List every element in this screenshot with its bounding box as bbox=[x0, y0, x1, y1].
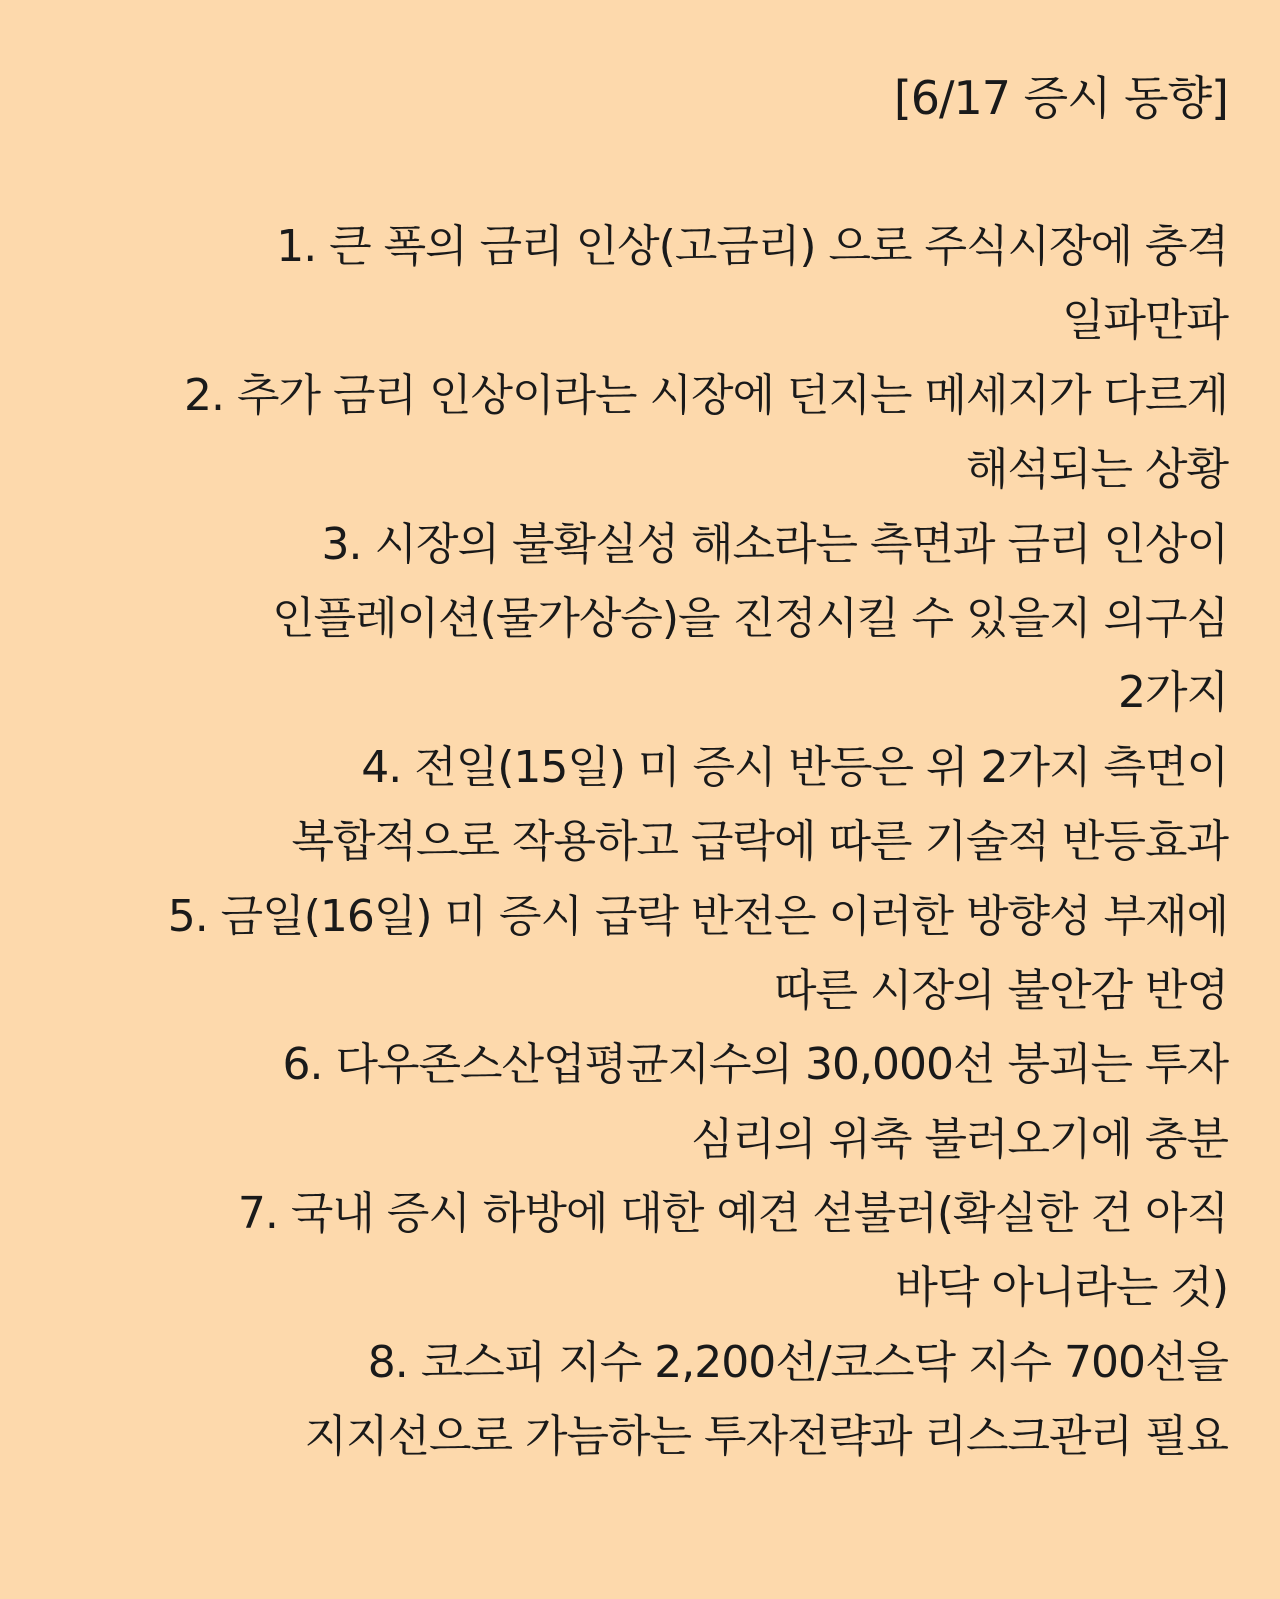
text-line: 따른 시장의 불안감 반영 bbox=[774, 964, 1228, 1016]
text-line: 바닥 아니라는 것) bbox=[895, 1262, 1228, 1314]
note-body bbox=[20, 210, 1228, 1475]
text-line: 지지선으로 가늠하는 투자전략과 리스크관리 필요 bbox=[304, 1411, 1228, 1463]
text-line: 1. 큰 폭의 금리 인상(고금리) 으로 주식시장에 충격 bbox=[276, 221, 1228, 272]
text-line: 5. 금일(16일) 미 증시 급락 반전은 이러한 방향성 부재에 bbox=[167, 890, 1228, 942]
text-line: 2가지 bbox=[1117, 667, 1228, 719]
text-line: 해석되는 상황 bbox=[965, 444, 1228, 496]
text-line: 심리의 위축 불러오기에 충분 bbox=[690, 1113, 1228, 1165]
text-line: 4. 전일(15일) 미 증시 반등은 위 2가지 측면이 bbox=[361, 741, 1228, 793]
text-line: 복합적으로 작용하고 급락에 따른 기술적 반등효과 bbox=[291, 816, 1228, 868]
text-line: 6. 다우존스산업평균지수의 30,000선 붕괴는 투자 bbox=[282, 1039, 1228, 1091]
text-line: 8. 코스피 지수 2,200선/코스닥 지수 700선을 bbox=[367, 1336, 1228, 1388]
text-line: 2. 추가 금리 인상이라는 시장에 던지는 메세지가 다르게 bbox=[184, 369, 1228, 421]
text-line: 일파만파 bbox=[1061, 295, 1228, 347]
page-title: [6/17 증시 동향] bbox=[893, 71, 1228, 125]
text-line: 7. 국내 증시 하방에 대한 예견 섣불러(확실한 건 아직 bbox=[237, 1188, 1228, 1240]
text-line: 인플레이션(물가상승)을 진정시킬 수 있을지 의구심 bbox=[272, 592, 1228, 644]
text-line: 3. 시장의 불확실성 해소라는 측면과 금리 인상이 bbox=[321, 518, 1228, 570]
